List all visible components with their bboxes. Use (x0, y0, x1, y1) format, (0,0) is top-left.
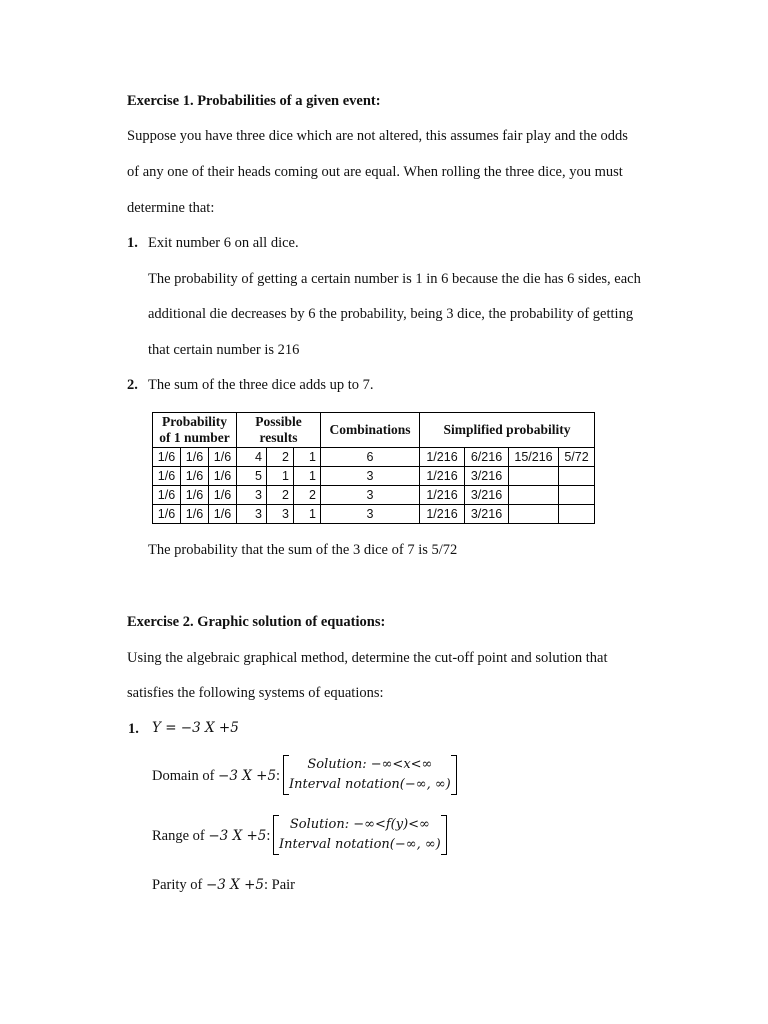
domain-expression: −3 X +5 (218, 768, 277, 784)
header-probability-line2: of 1 number (159, 430, 230, 445)
range-interval: Interval notation(−∞, ∞) (279, 837, 441, 852)
table-cell: 3 (267, 505, 294, 524)
ex2-item-1-number: 1. (128, 721, 139, 737)
table-cell: 1/6 (181, 505, 209, 524)
domain-bracket (283, 755, 457, 795)
header-probability (153, 413, 237, 448)
exercise-1-heading: Exercise 1. Probabilities of a given event: (127, 93, 381, 109)
probability-table (152, 412, 595, 524)
ex1-intro-line-3: determine that: (127, 200, 215, 216)
table-header-row (153, 413, 595, 448)
header-possible-results (237, 413, 321, 448)
table-cell: 1/6 (181, 486, 209, 505)
table-cell: 2 (267, 448, 294, 467)
table-cell (559, 486, 595, 505)
table-cell: 1/6 (181, 448, 209, 467)
ex2-intro-line-2: satisfies the following systems of equations: (127, 685, 384, 701)
header-possible-line1: Possible (255, 414, 302, 429)
ex1-intro-line-2: of any one of their heads coming out are equal. When rolling the three dice, you must (127, 164, 623, 180)
table-cell: 3 (237, 486, 267, 505)
table-cell: 6 (321, 448, 420, 467)
ex1-item-1-explanation-2: additional die decreases by 6 the probability, being 3 dice, the probability of getting (148, 306, 634, 322)
table-cell: 1/6 (153, 467, 181, 486)
table-cell: 1/6 (153, 505, 181, 524)
parity-row (152, 877, 295, 894)
ex2-equation: Y = −3 X +5 (152, 720, 239, 736)
table-cell: 4 (237, 448, 267, 467)
table-row (153, 467, 595, 486)
table-cell: 1/216 (420, 486, 465, 505)
domain-solution: Solution: −∞<x<∞ (307, 757, 433, 772)
domain-colon: : (276, 768, 281, 784)
table-cell: 1/6 (209, 486, 237, 505)
table-cell (509, 486, 559, 505)
table-cell: 1 (267, 467, 294, 486)
table-cell: 2 (267, 486, 294, 505)
range-label: Range of (152, 828, 209, 844)
ex1-item-1-explanation-3: that certain number is 216 (148, 342, 300, 358)
table-cell (559, 467, 595, 486)
table-cell: 3 (237, 505, 267, 524)
table-cell: 3/216 (465, 486, 509, 505)
table-cell: 1/6 (209, 467, 237, 486)
ex1-item-2-text: The sum of the three dice adds up to 7. (148, 377, 374, 393)
table-cell: 1 (294, 505, 321, 524)
table-cell: 3 (321, 467, 420, 486)
table-cell: 2 (294, 486, 321, 505)
table-cell: 1/216 (420, 448, 465, 467)
table-cell: 3/216 (465, 505, 509, 524)
header-probability-line1: Probability (161, 414, 227, 429)
table-cell: 1/6 (209, 448, 237, 467)
parity-value: Pair (271, 877, 295, 893)
range-colon: : (266, 828, 271, 844)
table-cell (559, 505, 595, 524)
ex1-item-1-number: 1. (127, 235, 138, 251)
exercise-2-heading: Exercise 2. Graphic solution of equations: (127, 614, 386, 630)
ex1-intro-line-1: Suppose you have three dice which are not altered, this assumes fair play and the odds (127, 128, 628, 144)
range-expression: −3 X +5 (208, 828, 267, 844)
table-cell: 1/6 (153, 486, 181, 505)
header-combinations: Combinations (321, 413, 420, 448)
domain-interval: Interval notation(−∞, ∞) (289, 777, 451, 792)
ex1-item-1-text: Exit number 6 on all dice. (148, 235, 299, 251)
table-cell: 1/6 (181, 467, 209, 486)
table-cell: 1/6 (209, 505, 237, 524)
ex1-item-1-explanation-1: The probability of getting a certain number is 1 in 6 because the die has 6 sides, each (148, 271, 641, 287)
header-simplified-probability: Simplified probability (420, 413, 595, 448)
table-row (153, 486, 595, 505)
table-cell: 3/216 (465, 467, 509, 486)
range-row (152, 828, 270, 845)
ex2-intro-line-1: Using the algebraic graphical method, determine the cut-off point and solution that (127, 650, 608, 666)
table-cell (509, 467, 559, 486)
parity-expression: −3 X +5 (205, 877, 264, 893)
domain-row (152, 768, 280, 785)
table-cell: 3 (321, 505, 420, 524)
table-cell: 15/216 (509, 448, 559, 467)
ex1-item-2-number: 2. (127, 377, 138, 393)
table-cell: 3 (321, 486, 420, 505)
range-solution: Solution: −∞<f(y)<∞ (289, 817, 430, 832)
table-row (153, 448, 595, 467)
domain-label: Domain of (152, 768, 219, 784)
table-cell: 6/216 (465, 448, 509, 467)
ex1-conclusion: The probability that the sum of the 3 dice of 7 is 5/72 (148, 542, 458, 558)
table-cell: 1/216 (420, 467, 465, 486)
range-bracket (273, 815, 447, 855)
table-cell: 1/216 (420, 505, 465, 524)
table-cell: 5 (237, 467, 267, 486)
table-cell: 1/6 (153, 448, 181, 467)
parity-colon: : (263, 877, 268, 893)
header-possible-line2: results (259, 430, 298, 445)
parity-label: Parity of (152, 877, 206, 893)
table-row (153, 505, 595, 524)
table-cell: 1 (294, 467, 321, 486)
table-cell: 1 (294, 448, 321, 467)
table-cell: 5/72 (559, 448, 595, 467)
table-cell (509, 505, 559, 524)
